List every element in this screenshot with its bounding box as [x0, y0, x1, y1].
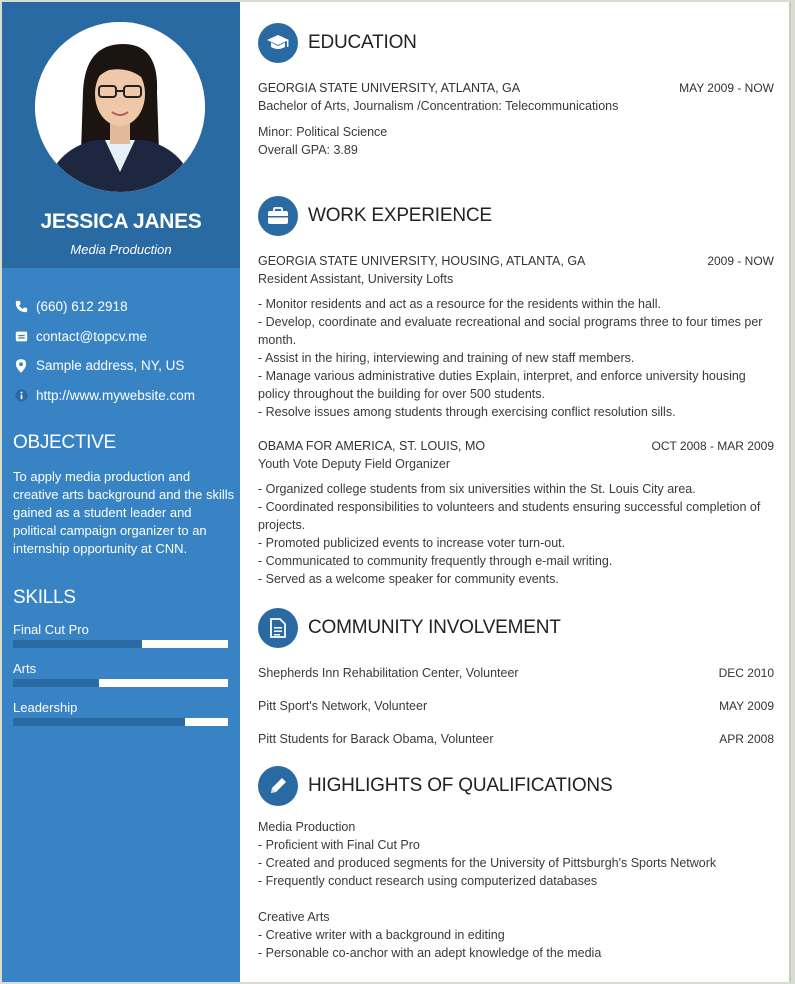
resume-page — [2, 2, 791, 982]
community-date: DEC 2010 — [718, 666, 774, 680]
community-list — [258, 664, 774, 763]
skill-bar — [13, 718, 228, 726]
highlight-line: - Creative writer with a background in editing — [258, 928, 505, 942]
work-entry — [258, 252, 774, 421]
skill-bar-fill — [13, 640, 142, 648]
phone-icon — [14, 300, 28, 314]
highlight-line: - Created and produced segments for the University of Pittsburgh's Sports Network — [258, 856, 717, 870]
job-bullet: - Resolve issues among students through exercising conflict resolution sills. — [258, 405, 676, 419]
highlight-group-title: Creative Arts — [258, 910, 330, 924]
community-item — [258, 730, 774, 763]
contact-website-text: http://www.mywebsite.com — [36, 387, 196, 403]
education-header — [258, 23, 417, 63]
contact-phone-text: (660) 612 2918 — [36, 299, 128, 315]
education-minor: Minor: Political Science — [258, 125, 388, 139]
contact-address — [14, 351, 236, 381]
job-org: GEORGIA STATE UNIVERSITY, HOUSING, ATLANTA, GA — [258, 254, 586, 268]
skill-bar — [13, 640, 228, 648]
main-content — [258, 2, 774, 982]
job-title: Resident Assistant, University Lofts — [258, 272, 454, 286]
highlight-line: - Proficient with Final Cut Pro — [258, 838, 420, 852]
community-header — [258, 608, 561, 648]
sidebar — [2, 2, 240, 982]
education-gpa: Overall GPA: 3.89 — [258, 143, 358, 157]
job-bullet: - Organized college students from six universities within the St. Louis City area. — [258, 482, 696, 496]
contact-list — [14, 292, 236, 410]
community-title: COMMUNITY INVOLVEMENT — [308, 617, 561, 638]
highlight-line: - Frequently conduct research using computerized databases — [258, 874, 598, 888]
contact-email[interactable] — [14, 322, 236, 352]
job-bullet: - Monitor residents and act as a resource for the residents within the hall. — [258, 297, 661, 311]
info-icon — [14, 388, 28, 402]
profile-header — [2, 2, 240, 268]
community-text: Shepherds Inn Rehabilitation Center, Volunteer — [258, 666, 519, 680]
work-entry — [258, 437, 774, 588]
job-date: 2009 - NOW — [707, 254, 774, 268]
job-org: OBAMA FOR AMERICA, ST. LOUIS, MO — [258, 439, 486, 453]
objective-heading: OBJECTIVE — [13, 432, 116, 453]
graduation-cap-icon — [258, 23, 298, 63]
community-date: MAY 2009 — [719, 699, 774, 713]
skill-item — [13, 622, 228, 661]
community-date: APR 2008 — [719, 732, 774, 746]
community-item — [258, 664, 774, 697]
document-icon — [258, 608, 298, 648]
highlights-title: HIGHLIGHTS OF QUALIFICATIONS — [308, 775, 613, 796]
contact-phone[interactable] — [14, 292, 236, 322]
community-item — [258, 697, 774, 730]
skill-bar-fill — [13, 679, 99, 687]
highlight-group-title: Media Production — [258, 820, 356, 834]
pencil-icon — [258, 766, 298, 806]
work-title: WORK EXPERIENCE — [308, 205, 492, 226]
contact-website[interactable] — [14, 381, 236, 411]
work-header — [258, 196, 492, 236]
skill-bar — [13, 679, 228, 687]
job-bullet: - Develop, coordinate and evaluate recreational and social programs three to four times per month. — [258, 315, 763, 347]
job-title: Youth Vote Deputy Field Organizer — [258, 457, 451, 471]
job-bullet: - Assist in the hiring, interviewing and training of new staff members. — [258, 351, 635, 365]
profile-photo — [35, 22, 205, 192]
community-text: Pitt Sport's Network, Volunteer — [258, 699, 428, 713]
skill-item — [13, 661, 228, 700]
job-bullet: - Communicated to community frequently through e-mail writing. — [258, 554, 613, 568]
skill-label: Arts — [13, 661, 37, 676]
highlights-list — [258, 818, 774, 962]
profile-name: JESSICA JANES — [40, 210, 202, 233]
job-bullet: - Promoted publicized events to increase voter turn-out. — [258, 536, 566, 550]
skill-bar-fill — [13, 718, 185, 726]
job-date: OCT 2008 - MAR 2009 — [651, 439, 774, 453]
objective-text: To apply media production and creative arts background and the skills gained as a student leader and political campaign organizer to an internship opportunity at CNN. — [13, 469, 235, 556]
skill-label: Final Cut Pro — [13, 622, 89, 637]
skill-item — [13, 700, 228, 739]
education-school: GEORGIA STATE UNIVERSITY, ATLANTA, GA — [258, 81, 521, 95]
skills-list — [13, 622, 228, 739]
skill-label: Leadership — [13, 700, 78, 715]
location-icon — [14, 359, 28, 373]
education-title: EDUCATION — [308, 32, 417, 53]
job-bullet: - Served as a welcome speaker for community events. — [258, 572, 559, 586]
briefcase-icon — [258, 196, 298, 236]
skills-heading: SKILLS — [13, 587, 76, 608]
contact-address-text: Sample address, NY, US — [36, 358, 185, 374]
job-bullet: - Coordinated responsibilities to volunteers and students ensuring successful completion of projects. — [258, 500, 761, 532]
email-icon — [14, 329, 28, 343]
profile-role: Media Production — [70, 242, 172, 257]
education-entry — [258, 79, 774, 159]
highlight-line: - Personable co-anchor with an adept knowledge of the media — [258, 946, 602, 960]
education-degree: Bachelor of Arts, Journalism /Concentration: Telecommunications — [258, 99, 619, 113]
community-text: Pitt Students for Barack Obama, Volunteer — [258, 732, 494, 746]
highlights-header — [258, 766, 612, 806]
job-bullet: - Manage various administrative duties Explain, interpret, and enforce university housing policy throughout the building for over 500 students. — [258, 369, 746, 401]
contact-email-text: contact@topcv.me — [36, 328, 147, 344]
education-date: MAY 2009 - NOW — [679, 81, 774, 95]
